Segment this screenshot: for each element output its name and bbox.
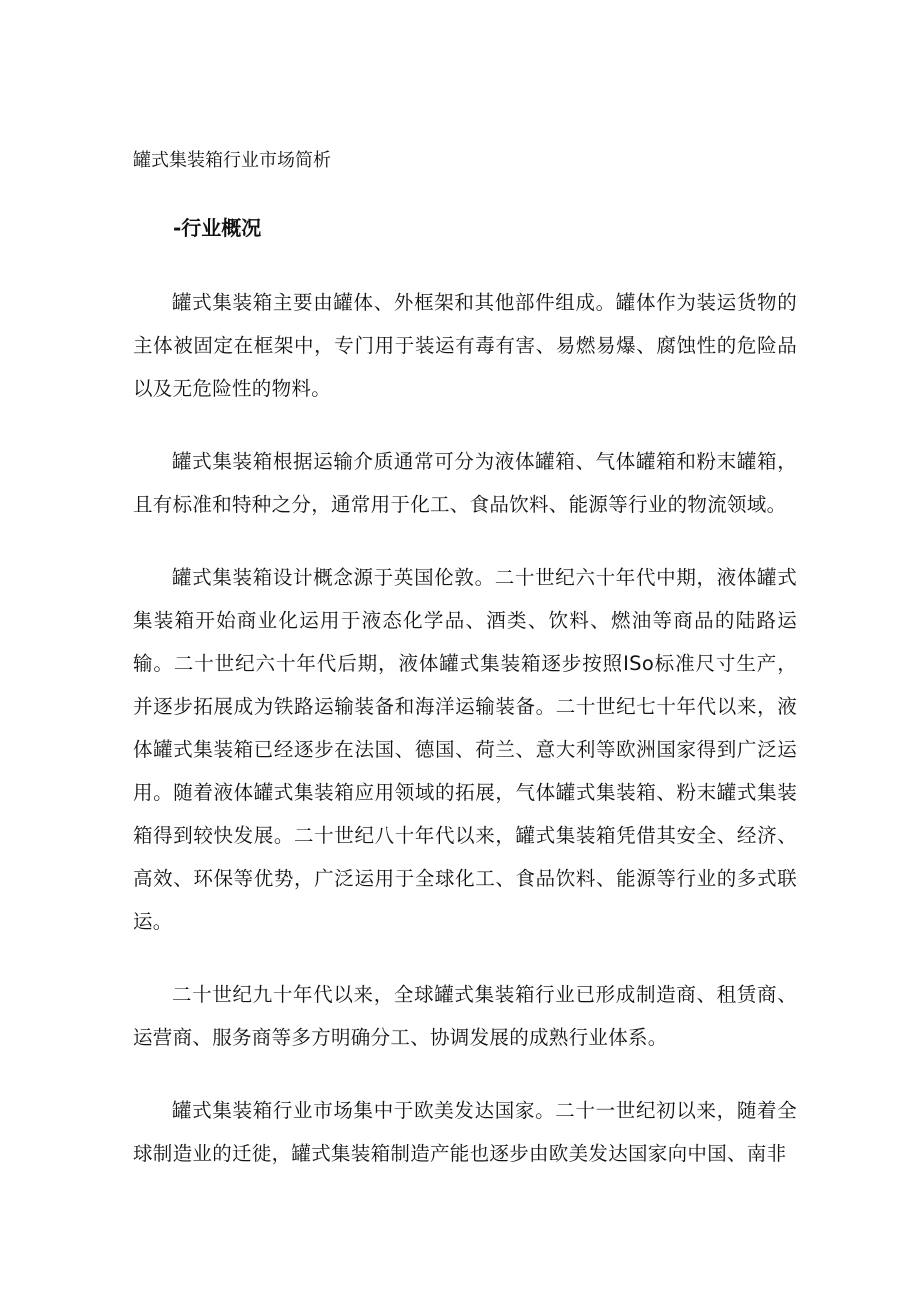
paragraph: 罐式集装箱行业市场集中于欧美发达国家。二十一世纪初以来，随着全球制造业的迁徙，罐式集装箱制造产能也逐步由欧美发达国家向中国、南非 [133,1099,797,1165]
paragraph: 罐式集装箱主要由罐体、外框架和其他部件组成。罐体作为装运货物的主体被固定在框架中，专门用于装运有毒有害、易燃易爆、腐蚀性的危险品以及无危险性的物料。 [133,291,797,400]
document-body [133,281,797,1205]
paragraph: 罐式集装箱根据运输介质通常可分为液体罐箱、气体罐箱和粉末罐箱，且有标准和特种之分，通常用于化工、食品饮料、能源等行业的物流领域。 [133,450,797,516]
paragraph: 二十世纪九十年代以来，全球罐式集装箱行业已形成制造商、租赁商、运营商、服务商等多方明确分工、协调发展的成熟行业体系。 [133,983,797,1049]
document-title: 罐式集装箱行业市场简析 [133,150,331,171]
section-heading: -行业概况 [173,216,262,240]
paragraph: 罐式集装箱设计概念源于英国伦敦。二十世纪六十年代中期，液体罐式集装箱开始商业化运用于液态化学品、酒类、饮料、燃油等商品的陆路运输。二十世纪六十年代后期，液体罐式集装箱逐步按照ISo标准尺寸生产，并逐步拓展成为铁路运输装备和海洋运输装备。二十世纪七十年代以来，液体罐式集装箱已经逐步在法国、德国、荷兰、意大利等欧洲国家得到广泛运用。随着液体罐式集装箱应用领域的拓展，气体罐式集装箱、粉末罐式集装箱得到较快发展。二十世纪八十年代以来，罐式集装箱凭借其安全、经济、高效、环保等优势，广泛运用于全球化工、食品饮料、能源等行业的多式联运。 [133,566,797,933]
